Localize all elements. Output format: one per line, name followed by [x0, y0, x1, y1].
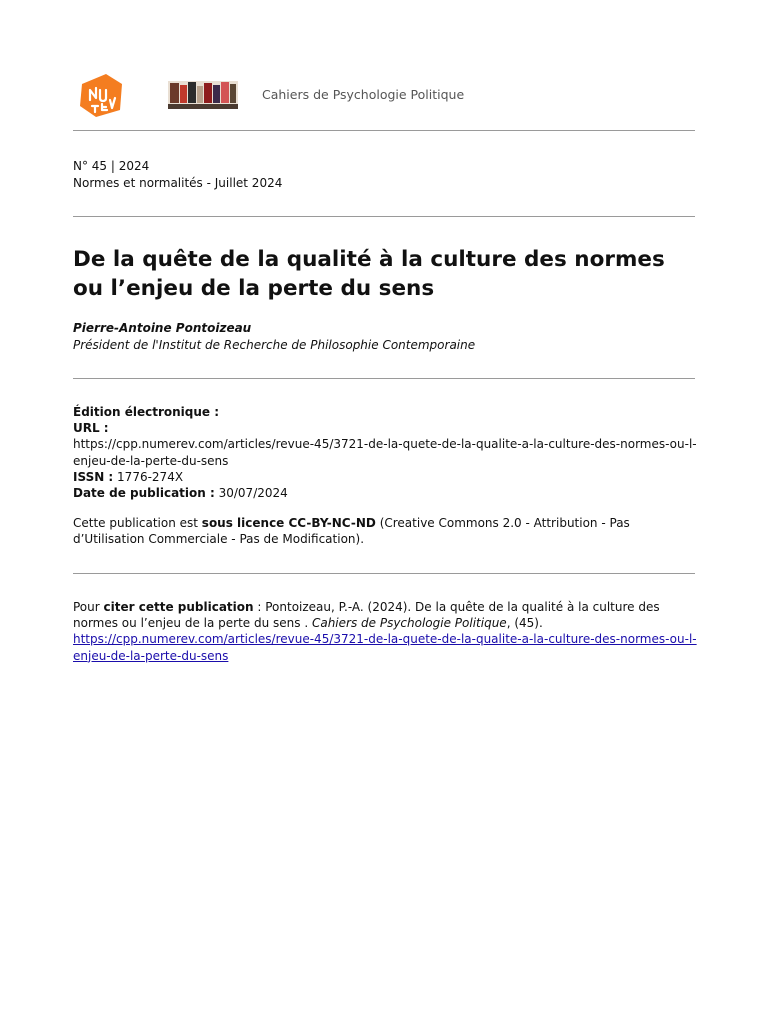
author-block — [73, 320, 475, 353]
divider — [73, 378, 695, 379]
license-prefix: Cette publication est — [73, 516, 202, 531]
numerev-logo-icon — [76, 70, 126, 120]
citation-heading: citer cette publication — [103, 600, 254, 614]
citation-journal: Cahiers de Psychologie Politique — [311, 616, 507, 631]
divider — [73, 573, 695, 574]
date-label: Date de publication : — [73, 486, 215, 501]
issue-info — [73, 158, 282, 191]
edition-info — [73, 404, 698, 548]
issn-value: 1776-274X — [113, 469, 184, 484]
journal-collage-logo-icon — [168, 81, 238, 109]
url-label: URL : — [73, 421, 109, 436]
article-title: De la quête de la qualité à la culture des normes ou l’enjeu de la perte du sens — [73, 247, 665, 301]
citation-issue: , (45). — [506, 616, 543, 631]
issn-label: ISSN : — [73, 469, 114, 484]
journal-name: Cahiers de Psychologie Politique — [262, 87, 465, 102]
date-value: 30/07/2024 — [214, 486, 288, 501]
edition-heading: Édition électronique : — [73, 405, 220, 419]
issue-theme: Normes et normalités - Juillet 2024 — [73, 175, 283, 190]
page-header — [73, 70, 695, 120]
divider — [73, 130, 695, 131]
author-affiliation: Président de l'Institut de Recherche de Philosophie Contemporaine — [73, 337, 476, 352]
divider — [73, 216, 695, 217]
citation-text: : Pontoizeau, P.-A. (2024). De la quête de la qualité à la culture des normes ou l’enjeu de la perte du sens . — [73, 600, 660, 631]
article-url: https://cpp.numerev.com/articles/revue-45/3721-de-la-quete-de-la-qualite-a-la-culture-des-normes-ou-l-enjeu-de-la-perte-du-sens — [73, 437, 697, 468]
citation-block — [73, 599, 698, 664]
citation-prefix: Pour — [73, 600, 104, 614]
author-name: Pierre-Antoine Pontoizeau — [73, 321, 252, 335]
license-name: sous licence CC-BY-NC-ND — [201, 516, 376, 531]
issue-number: N° 45 | 2024 — [73, 159, 150, 173]
license-details: (Creative Commons 2.0 - Attribution - Pas d’Utilisation Commerciale - Pas de Modification). — [73, 516, 630, 547]
license-statement — [73, 515, 698, 547]
citation-link[interactable]: https://cpp.numerev.com/articles/revue-45/3721-de-la-quete-de-la-qualite-a-la-culture-des-normes-ou-l-enjeu-de-la-perte-du-sens — [73, 632, 697, 663]
